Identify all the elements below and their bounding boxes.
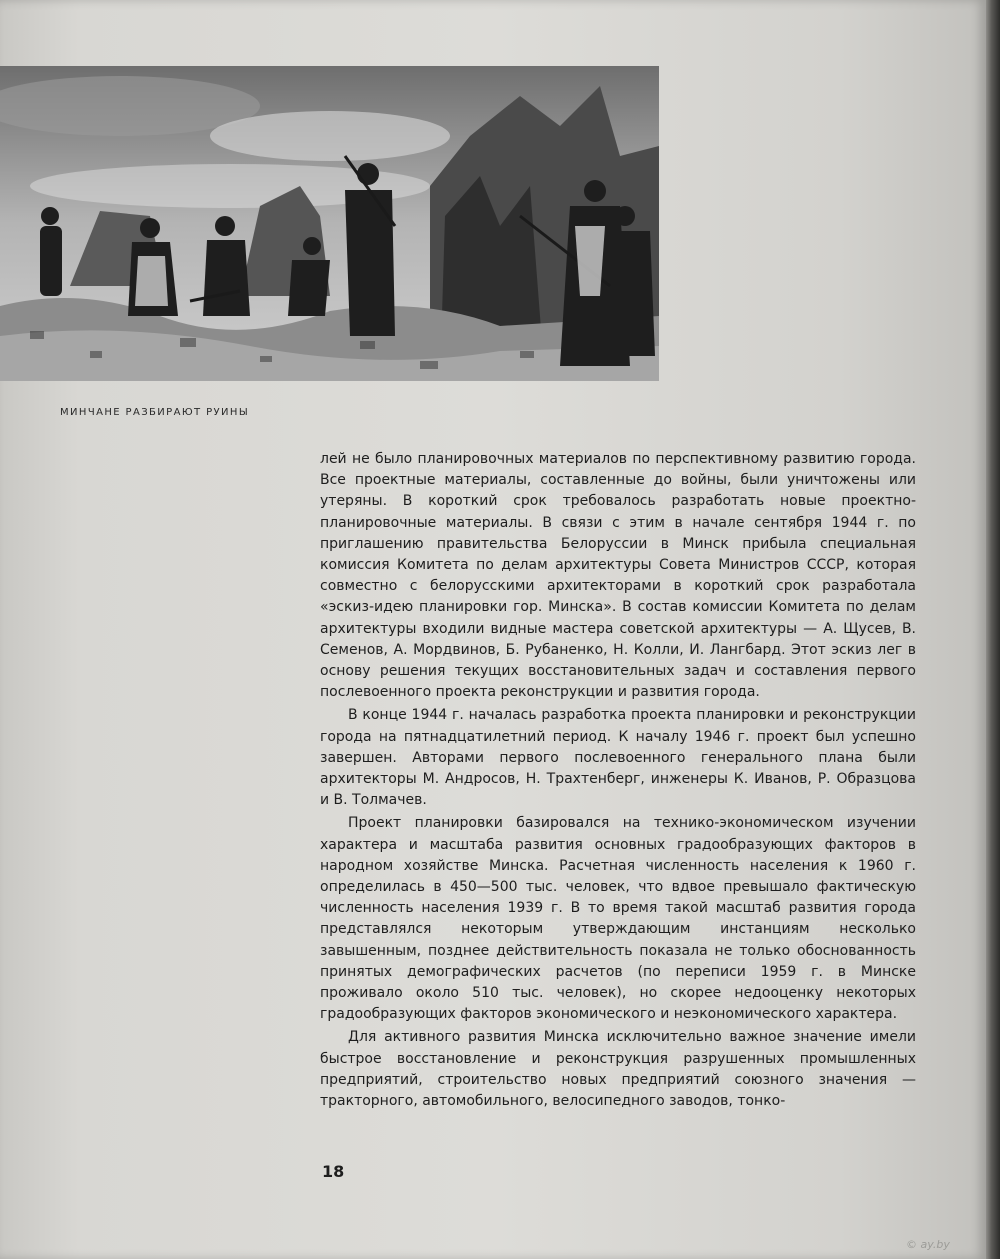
paragraph: лей не было планировочных материалов по перспективному развитию города. Все проектные материалы, составленные до войны, были уничтожены или утеряны. В короткий срок требовалось разработать новые проектно-планировочные материалы. В связи с этим в начале сентября 1944 г. по приглашению правительства Белоруссии в Минск прибыла специальная комиссия Комитета по делам архитектуры Совета Министров СССР, которая совместно с белорусскими архитекторами в короткий срок разработала «эскиз-идею планировки гор. Минска». В состав комиссии Комитета по делам архитектуры входили видные мастера советской архитектуры — А. Щусев, В. Семенов, А. Мордвинов, Б. Рубаненко, Н. Колли, И. Лангбард. Этот эскиз лег в основу решения текущих восстановительных задач и составления первого послевоенного проекта реконструкции и развития города. — [320, 451, 916, 701]
photo-icon — [0, 66, 659, 381]
watermark: © ay.by — [906, 1238, 950, 1251]
paragraph: Для активного развития Минска исключительно важное значение имели быстрое восстановление и реконструкция разрушенных промышленных предприятий, строительство новых предприятий союзного значения — тракторного, автомобильного, велосипедного заводов, тонко- — [320, 1029, 916, 1110]
photo-caption: МИНЧАНЕ РАЗБИРАЮТ РУИНЫ — [60, 407, 250, 418]
paragraph: В конце 1944 г. началась разработка проекта планировки и реконструкции города на пятнадцатилетний период. К началу 1946 г. проект был успешно завершен. Авторами первого послевоенного генерального плана были архитекторы М. Андросов, Н. Трахтенберг, инженеры К. Иванов, Р. Образцова и В. Толмачев. — [320, 707, 916, 809]
ruins-photo — [0, 66, 659, 381]
article-body — [320, 449, 916, 1114]
page-edge-shadow — [986, 0, 1000, 1259]
page-number: 18 — [322, 1162, 345, 1181]
paragraph: Проект планировки базировался на технико-экономическом изучении характера и масштаба развития основных градообразующих факторов в народном хозяйстве Минска. Расчетная численность населения к 1960 г. определилась в 450—500 тыс. человек, что вдвое превышало фактическую численность населения 1939 г. В то время такой масштаб развития города представлялся некоторым утверждающим инстанциям несколько завышенным, позднее действительность показала не только обоснованность принятых демографических расчетов (по переписи 1959 г. в Минске проживало около 510 тыс. человек), но скорее недооценку некоторых градообразующих факторов экономического и неэкономического характера. — [320, 815, 916, 1023]
